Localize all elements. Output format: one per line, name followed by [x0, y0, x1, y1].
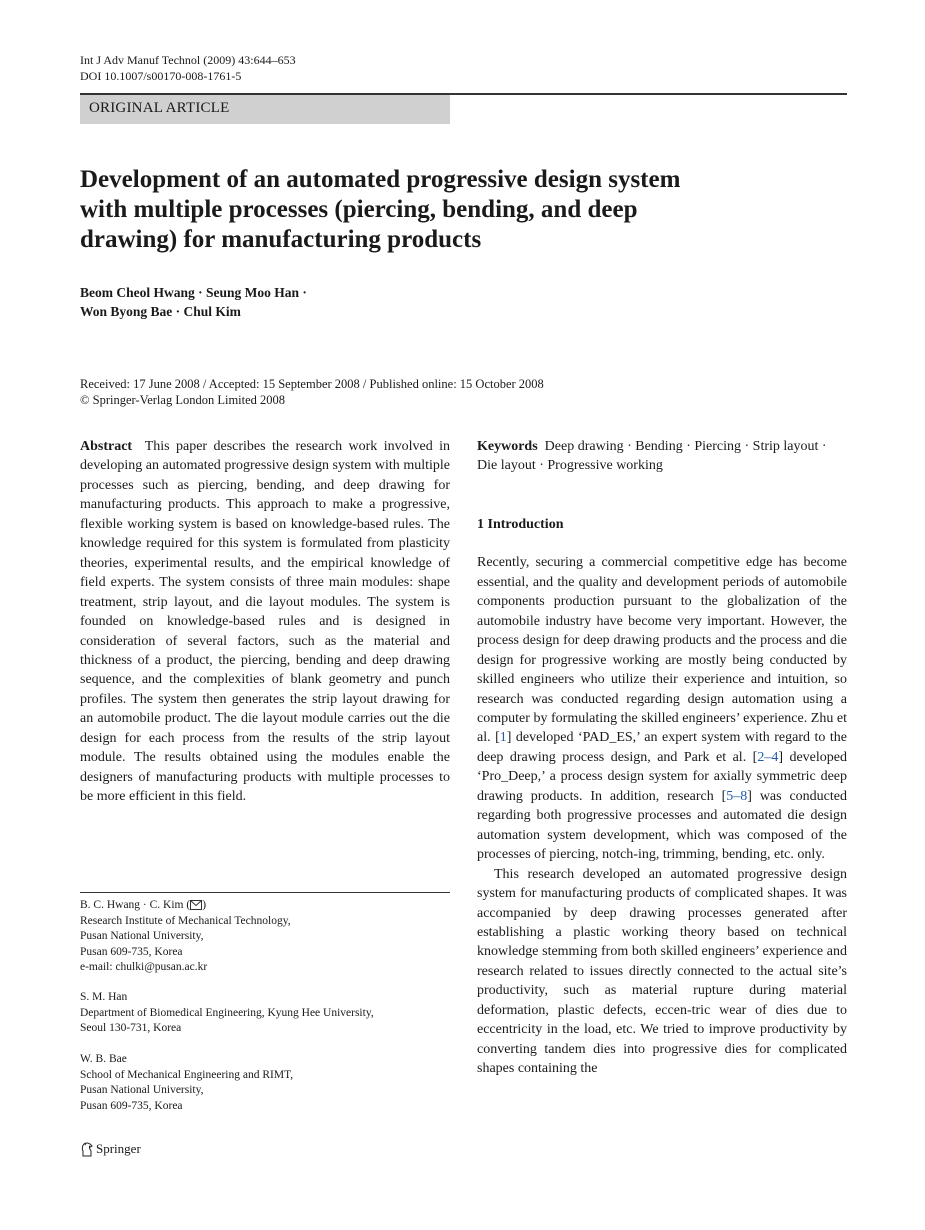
affiliation-names-close: ) — [202, 899, 207, 911]
copyright-notice: © Springer-Verlag London Limited 2008 — [80, 393, 286, 407]
article-type-banner — [80, 95, 450, 124]
affiliation-line: Research Institute of Mechanical Technology, — [80, 914, 291, 927]
journal-reference — [80, 52, 296, 84]
journal-citation: Int J Adv Manuf Technol (2009) 43:644–653 — [80, 53, 296, 67]
affiliation-3 — [80, 1052, 450, 1114]
history-dates: Received: 17 June 2008 / Accepted: 15 September 2008 / Published online: 15 October 2008 — [80, 377, 544, 391]
abstract-paragraph — [80, 437, 450, 807]
title-line: Development of an automated progressive design system — [80, 166, 681, 193]
keywords-paragraph — [477, 437, 847, 476]
affiliation-line: Pusan National University, — [80, 1084, 204, 1096]
author-line: Beom Cheol Hwang · Seung Moo Han · — [80, 285, 307, 300]
citation-link[interactable]: 1 — [499, 730, 507, 746]
abstract-label: Abstract — [80, 439, 133, 454]
affiliation-names: B. C. Hwang · C. Kim ( — [80, 899, 191, 911]
affiliation-line: Pusan 609-735, Korea — [80, 1099, 183, 1112]
affiliation-line: Pusan 609-735, Korea — [80, 945, 183, 958]
intro-paragraph-1: Recently, securing a commercial competitive edge has become essential, and the quality and development periods of automobile components production pursuant to the globalization of the automobile industry have become very important. However, the process design for deep drawing products and the process and die design for progressive working are mostly being conducted by skilled engineers who utilize their experience and intuition, so research was conducted regarding design automation using a computer by formulating the skilled engineers’ experience. Zhu et al. [1] developed ‘PAD_ES,’ an expert system with regard to the deep drawing process design, and Park et al. [2–4] developed ‘Pro_Deep,’ a process design system for axially symmetric deep drawing products. In addition, research [5–8] was conducted regarding both progressive processes and automated die design automation system development, which was composed of the processes of piercing, notch-ing, trimming, bending, etc. only. — [477, 555, 847, 863]
intro-paragraph-2: This research developed an automated progressive design system for manufacturing products of complicated shapes. It was accompanied by deep drawing processes generated after establishing a plastic working theory based on technical knowledge stemming from both skilled engineers’ experience and research related to issues directly connected to the actual site’s productivity, such as material rupture during material deformation, plastic defects, eccen-tric wear of dies due to eccentricity in the load, etc. We tried to improve productivity by converting tandem dies into progressive dies for complicated shapes containing the — [477, 866, 847, 1077]
abstract-section — [80, 437, 450, 807]
citation-link[interactable]: 5–8 — [726, 788, 748, 804]
affiliation-1 — [80, 898, 450, 976]
page-footer — [80, 1141, 141, 1157]
doi[interactable]: DOI 10.1007/s00170-008-1761-5 — [80, 69, 242, 83]
envelope-icon[interactable] — [190, 900, 202, 910]
affiliation-names: S. M. Han — [80, 991, 128, 1003]
affiliation-line: Seoul 130-731, Korea — [80, 1022, 182, 1034]
title-line: drawing) for manufacturing products — [80, 226, 482, 253]
author-line: Won Byong Bae · Chul Kim — [80, 304, 241, 319]
article-type-label: ORIGINAL ARTICLE — [89, 100, 230, 116]
right-column — [477, 437, 847, 1079]
citation-link[interactable]: 2–4 — [757, 749, 779, 765]
affiliation-line: Department of Biomedical Engineering, Kyung Hee University, — [80, 1006, 374, 1019]
affiliation-line: Pusan National University, — [80, 930, 204, 942]
affiliation-line: School of Mechanical Engineering and RIMT, — [80, 1068, 294, 1081]
abstract-text: This paper describes the research work involved in developing an automated progressive design system with multiple processes such as piercing, bending, and deep drawing for manufacturing products. This approach to make a progressive, flexible working system is based on knowledge-based rules. The knowledge required for this system is formulated from plasticity theories, experimental results, and the empirical knowledge of field experts. The system consists of three main modules: shape treatment, strip layout, and die layout modules. The system is founded on knowledge-based rules and is designed in consideration of several factors, such as the material and thickness of a product, the piercing, bending and deep drawing sequence, and the complexities of blank geometry and punch profiles. The system then generates the strip layout drawing for an automobile product. The die layout module carries out the die design for each process from the results of the strip layout module. The results obtained using the modules enable the designers of manufacturing products with multiple processes to be more efficient in this field. — [80, 439, 450, 805]
title-line: with multiple processes (piercing, bending, and deep — [80, 196, 638, 223]
publication-history — [80, 376, 780, 408]
keywords-text: Deep drawing · Bending · Piercing · Strip layout · Die layout · Progressive working — [477, 439, 827, 474]
author-list — [80, 283, 680, 321]
paper-title — [80, 165, 780, 255]
keywords-label: Keywords — [477, 439, 538, 454]
springer-horse-icon — [80, 1142, 93, 1157]
section-heading: 1 Introduction — [477, 516, 564, 532]
affiliation-names: W. B. Bae — [80, 1053, 127, 1065]
publisher-name: Springer — [96, 1141, 141, 1156]
affiliation-2 — [80, 990, 450, 1037]
contact-email[interactable]: e-mail: chulki@pusan.ac.kr — [80, 961, 208, 973]
footnote-rule — [80, 892, 450, 893]
